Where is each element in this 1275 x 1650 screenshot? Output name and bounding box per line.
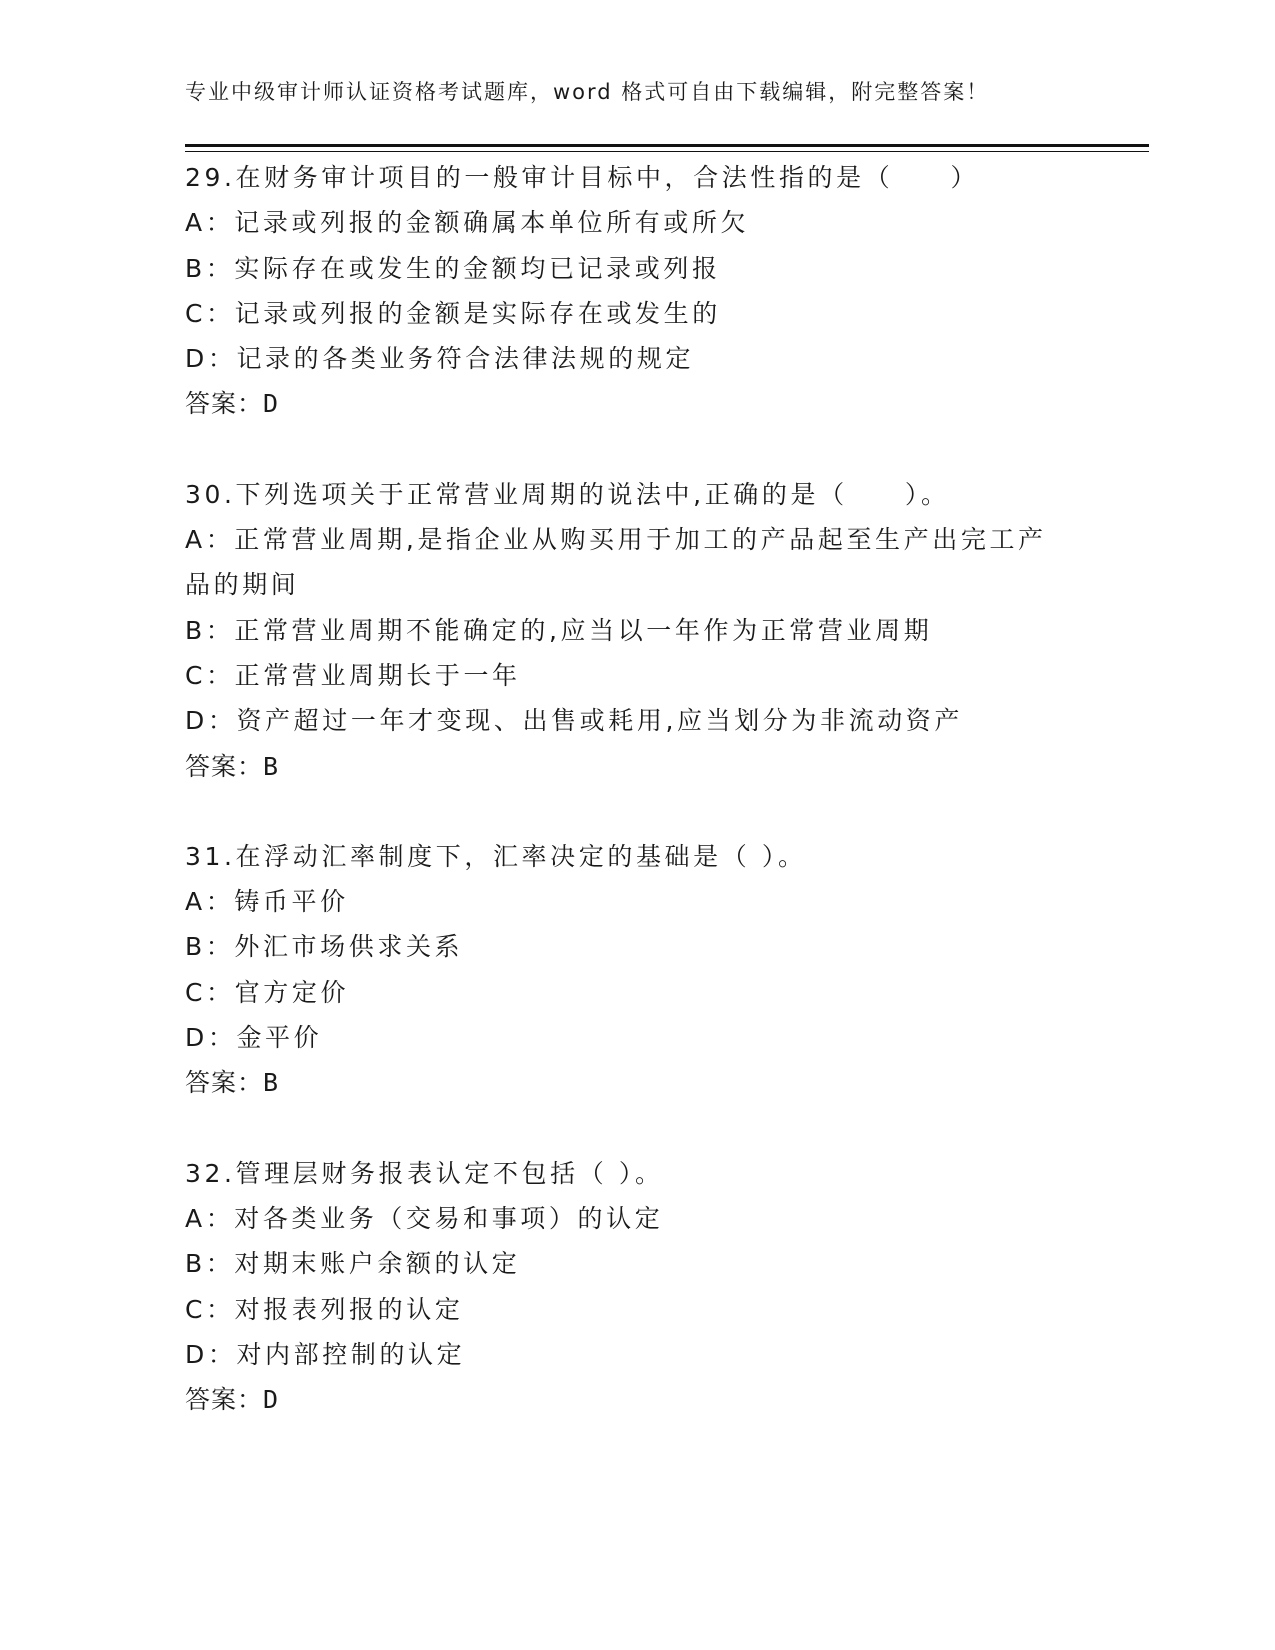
answer-line — [185, 744, 1085, 789]
answer-label: 答案： — [185, 1385, 264, 1415]
option-c: C：对报表列报的认定 — [185, 1294, 464, 1324]
option-d: D：记录的各类业务符合法律法规的规定 — [185, 344, 695, 374]
answer-line — [185, 1060, 1085, 1105]
answer-label: 答案： — [185, 389, 264, 419]
answer-label: 答案： — [185, 1068, 264, 1098]
answer-value: D — [263, 389, 280, 419]
option-c: C：记录或列报的金额是实际存在或发生的 — [185, 298, 721, 328]
header-rule-thin — [185, 151, 1149, 152]
option-d: D：对内部控制的认定 — [185, 1339, 466, 1369]
option-c: C：正常营业周期长于一年 — [185, 660, 521, 690]
option-a: A：记录或列报的金额确属本单位所有或所欠 — [185, 208, 750, 238]
answer-line — [185, 381, 1085, 426]
option-d: D：金平价 — [185, 1023, 323, 1053]
question-stem: 31.在浮动汇率制度下，汇率决定的基础是（ ）。 — [185, 841, 807, 871]
option-b: B：正常营业周期不能确定的,应当以一年作为正常营业周期 — [185, 615, 933, 645]
answer-line — [185, 1377, 1085, 1422]
option-b: B：外汇市场供求关系 — [185, 932, 464, 962]
question-32 — [185, 1151, 1085, 1423]
question-31 — [185, 834, 1085, 1106]
option-a: A：对各类业务（交易和事项）的认定 — [185, 1203, 664, 1233]
page-header: 专业中级审计师认证资格考试题库，word 格式可自由下载编辑，附完整答案！ — [185, 80, 990, 104]
option-a: A：正常营业周期,是指企业从购买用于加工的产品起至生产出完工产品的期间 — [185, 525, 1047, 600]
question-stem: 32.管理层财务报表认定不包括（ ）。 — [185, 1158, 664, 1188]
question-list — [185, 155, 1085, 1467]
option-c: C：官方定价 — [185, 977, 350, 1007]
option-b: B：对期末账户余额的认定 — [185, 1249, 521, 1279]
question-stem: 30.下列选项关于正常营业周期的说法中,正确的是（ ）。 — [185, 479, 950, 509]
option-a: A：铸币平价 — [185, 887, 349, 917]
option-d: D：资产超过一年才变现、出售或耗用,应当划分为非流动资产 — [185, 706, 963, 736]
header-rule-thick — [185, 144, 1149, 147]
question-29 — [185, 155, 1085, 427]
question-30 — [185, 472, 1085, 789]
answer-label: 答案： — [185, 751, 264, 781]
answer-value: B — [263, 1068, 280, 1098]
answer-value: B — [263, 751, 280, 781]
answer-value: D — [263, 1385, 280, 1415]
question-stem: 29.在财务审计项目的一般审计目标中，合法性指的是（ ） — [185, 163, 980, 192]
option-b: B：实际存在或发生的金额均已记录或列报 — [185, 253, 721, 283]
